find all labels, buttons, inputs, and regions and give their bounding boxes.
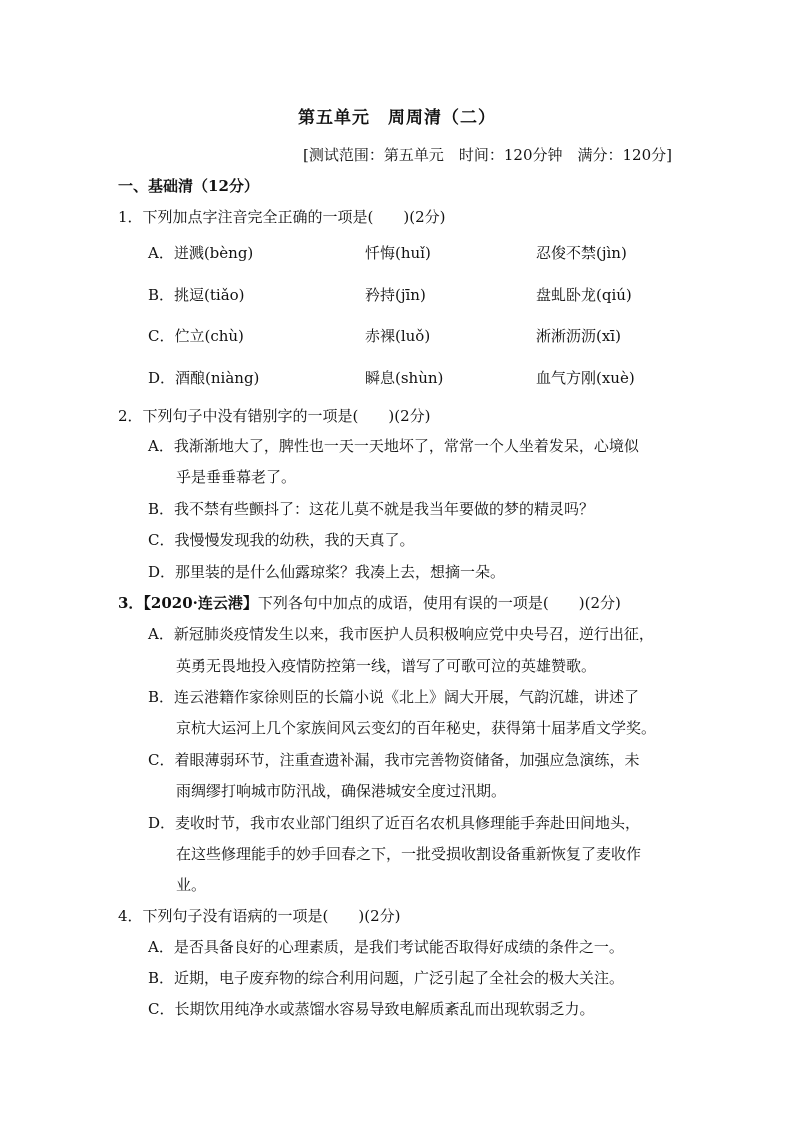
question-2-stem: 2．下列句子中没有错别字的一项是( )(2分) bbox=[118, 407, 431, 425]
q3-source-tag: 3．【2020·连云港】 bbox=[118, 594, 258, 612]
q3-line: D．麦收时节，我市农业部门组织了近百名农机具修理能手奔赴田间地头， bbox=[148, 814, 641, 832]
q3-line: 在这些修理能手的妙手回春之下，一批受损收割设备重新恢复了麦收作 bbox=[176, 845, 642, 863]
section-heading: 一、基础清（12分） bbox=[118, 177, 259, 195]
question-1-stem: 1．下列加点字注音完全正确的一项是( )(2分) bbox=[118, 208, 446, 226]
q1-option-d-1: D．酒酿(niàng) bbox=[148, 369, 260, 387]
q1-option-a-2: 忏悔(huǐ) bbox=[365, 244, 431, 262]
q1-option-b-2: 矜持(jīn) bbox=[365, 286, 426, 304]
q1-option-c-2: 赤裸(luǒ) bbox=[365, 327, 431, 345]
q1-option-b-1: B．挑逗(tiǎo) bbox=[148, 286, 245, 304]
q3-line: 京杭大运河上几个家族间风云变幻的百年秘史，获得第十届茅盾文学奖。 bbox=[176, 719, 657, 737]
q2-line: C．我慢慢发现我的幼秩，我的天真了。 bbox=[148, 531, 415, 549]
q2-line: 乎是垂垂幕老了。 bbox=[176, 468, 297, 486]
q2-line: B．我不禁有些颤抖了：这花儿莫不就是我当年要做的梦的精灵吗？ bbox=[148, 500, 595, 518]
q3-line: B．连云港籍作家徐则臣的长篇小说《北上》阔大开展，气韵沉雄，讲述了 bbox=[148, 688, 640, 706]
q3-line: 雨绸缪打响城市防汛战，确保港城安全度过汛期。 bbox=[176, 782, 507, 800]
q1-option-a-1: A．迸溅(bèng) bbox=[148, 244, 254, 262]
q3-line: 英勇无畏地投入疫情防控第一线，谱写了可歌可泣的英雄赞歌。 bbox=[176, 657, 597, 675]
q4-line: B．近期，电子废弃物的综合利用问题，广泛引起了全社会的极大关注。 bbox=[148, 969, 625, 987]
question-4-stem: 4．下列句子没有语病的一项是( )(2分) bbox=[118, 907, 401, 925]
q3-stem-text: 下列各句中加点的成语，使用有误的一项是( )(2分) bbox=[257, 594, 621, 612]
q4-line: A．是否具备良好的心理素质，是我们考试能否取得好成绩的条件之一。 bbox=[148, 938, 624, 956]
q1-option-b-3: 盘虬卧龙(qiú) bbox=[536, 286, 632, 304]
page-title: 第五单元 周周清（二） bbox=[298, 108, 496, 128]
q3-line: A．新冠肺炎疫情发生以来，我市医护人员积极响应党中央号召，逆行出征， bbox=[148, 625, 654, 643]
q1-option-c-3: 淅淅沥沥(xī) bbox=[536, 327, 621, 345]
question-3-stem bbox=[118, 592, 621, 613]
q1-option-d-3: 血气方刚(xuè) bbox=[536, 369, 635, 387]
q4-line: C．长期饮用纯净水或蒸馏水容易导致电解质紊乱而出现软弱乏力。 bbox=[148, 1000, 595, 1018]
q3-line: 业。 bbox=[176, 876, 207, 894]
q1-option-c-1: C．伫立(chù) bbox=[148, 327, 244, 345]
q1-option-a-3: 忍俊不禁(jìn) bbox=[536, 244, 627, 262]
q3-line: C．着眼薄弱环节，注重查遗补漏，我市完善物资储备，加强应急演练，未 bbox=[148, 751, 640, 769]
q2-line: D．那里装的是什么仙露琼桨？我凑上去，想摘一朵。 bbox=[148, 563, 506, 581]
q1-option-d-2: 瞬息(shùn) bbox=[365, 369, 444, 387]
q2-line: A．我渐渐地大了，脾性也一天一天地坏了，常常一个人坐着发呆，心境似 bbox=[148, 437, 639, 455]
test-meta: [测试范围：第五单元 时间：120分钟 满分：120分] bbox=[303, 146, 672, 164]
